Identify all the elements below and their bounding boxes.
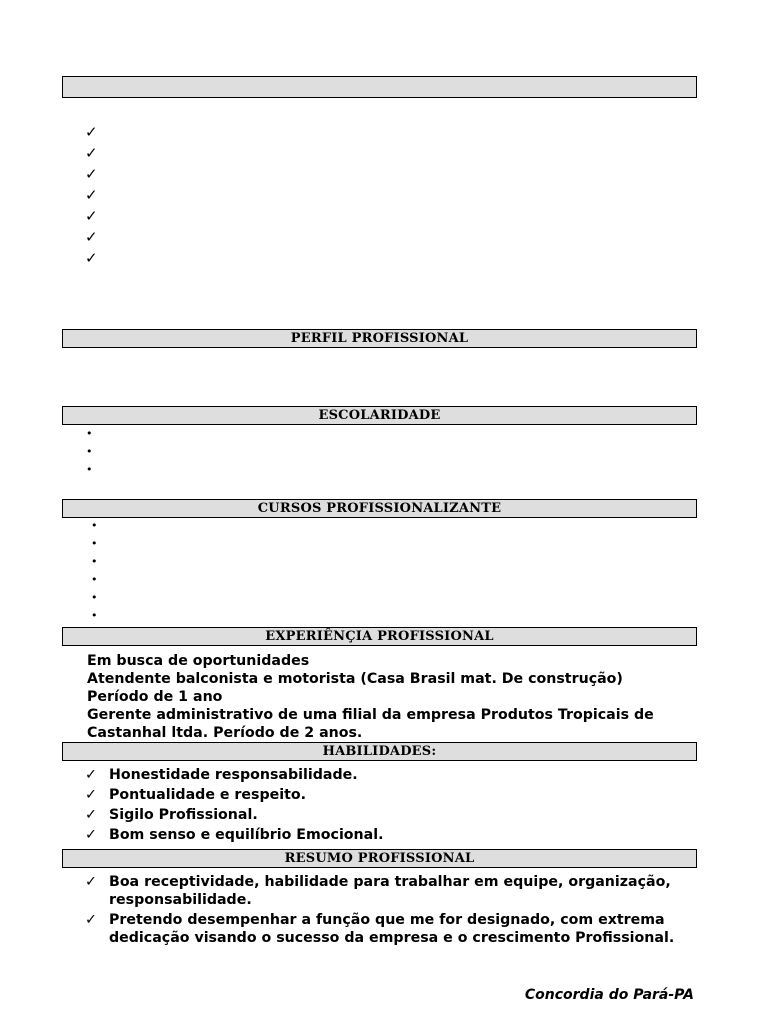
checkmark-icon: ✓ xyxy=(85,249,98,267)
bullet-icon: • xyxy=(86,463,93,476)
checkmark-icon: ✓ xyxy=(85,123,98,141)
checkmark-icon: ✓ xyxy=(85,827,97,843)
list-item: ✓ Boa receptividade, habilidade para trabalhar em equipe, organização, responsabilidade. xyxy=(85,874,671,908)
checkmark-icon: ✓ xyxy=(85,165,98,183)
section-header-habilidades: HABILIDADES: xyxy=(62,742,697,761)
section-header-perfil: PERFIL PROFISSIONAL xyxy=(62,329,697,348)
bullet-icon: • xyxy=(91,555,98,568)
experiencia-line-4: Gerente administrativo de uma filial da empresa Produtos Tropicais de xyxy=(87,707,654,723)
section-header-cursos: CURSOS PROFISSIONALIZANTE xyxy=(62,499,697,518)
experiencia-line-5: Castanhal ltda. Período de 2 anos. xyxy=(87,725,363,741)
bullet-icon: • xyxy=(91,537,98,550)
checkmark-icon: ✓ xyxy=(85,807,97,823)
checkmark-icon: ✓ xyxy=(85,144,98,162)
experiencia-line-1: Em busca de oportunidades xyxy=(87,653,310,669)
bullet-icon: • xyxy=(91,519,98,532)
section-header-escolaridade: ESCOLARIDADE xyxy=(62,406,697,425)
bullet-icon: • xyxy=(91,609,98,622)
checkmark-icon: ✓ xyxy=(85,767,97,783)
list-item: ✓ Sigilo Profissional. xyxy=(85,807,258,823)
checkmark-icon: ✓ xyxy=(85,186,98,204)
checkmark-icon: ✓ xyxy=(85,207,98,225)
list-item: ✓ Bom senso e equilíbrio Emocional. xyxy=(85,827,384,843)
bullet-icon: • xyxy=(86,427,93,440)
bullet-icon: • xyxy=(91,573,98,586)
experiencia-line-3: Período de 1 ano xyxy=(87,689,223,705)
checkmark-icon: ✓ xyxy=(85,228,98,246)
experiencia-line-2: Atendente balconista e motorista (Casa Brasil mat. De construção) xyxy=(87,671,623,687)
checkmark-icon: ✓ xyxy=(85,787,97,803)
checkmark-icon: ✓ xyxy=(85,874,97,890)
section-header-resumo: RESUMO PROFISSIONAL xyxy=(62,849,697,868)
list-item: ✓ Pretendo desempenhar a função que me for designado, com extrema dedicação visando o sucesso da empresa e o crescimento Profissional. xyxy=(85,912,675,946)
footer-location: Concordia do Pará-PA xyxy=(524,987,694,1003)
section-header-experiencia: EXPERIÊNÇIA PROFISSIONAL xyxy=(62,627,697,646)
list-item: ✓ Honestidade responsabilidade. xyxy=(85,767,358,783)
list-item: ✓ Pontualidade e respeito. xyxy=(85,787,307,803)
bullet-icon: • xyxy=(91,591,98,604)
top-header-bar xyxy=(62,76,697,98)
bullet-icon: • xyxy=(86,445,93,458)
checkmark-icon: ✓ xyxy=(85,912,97,928)
